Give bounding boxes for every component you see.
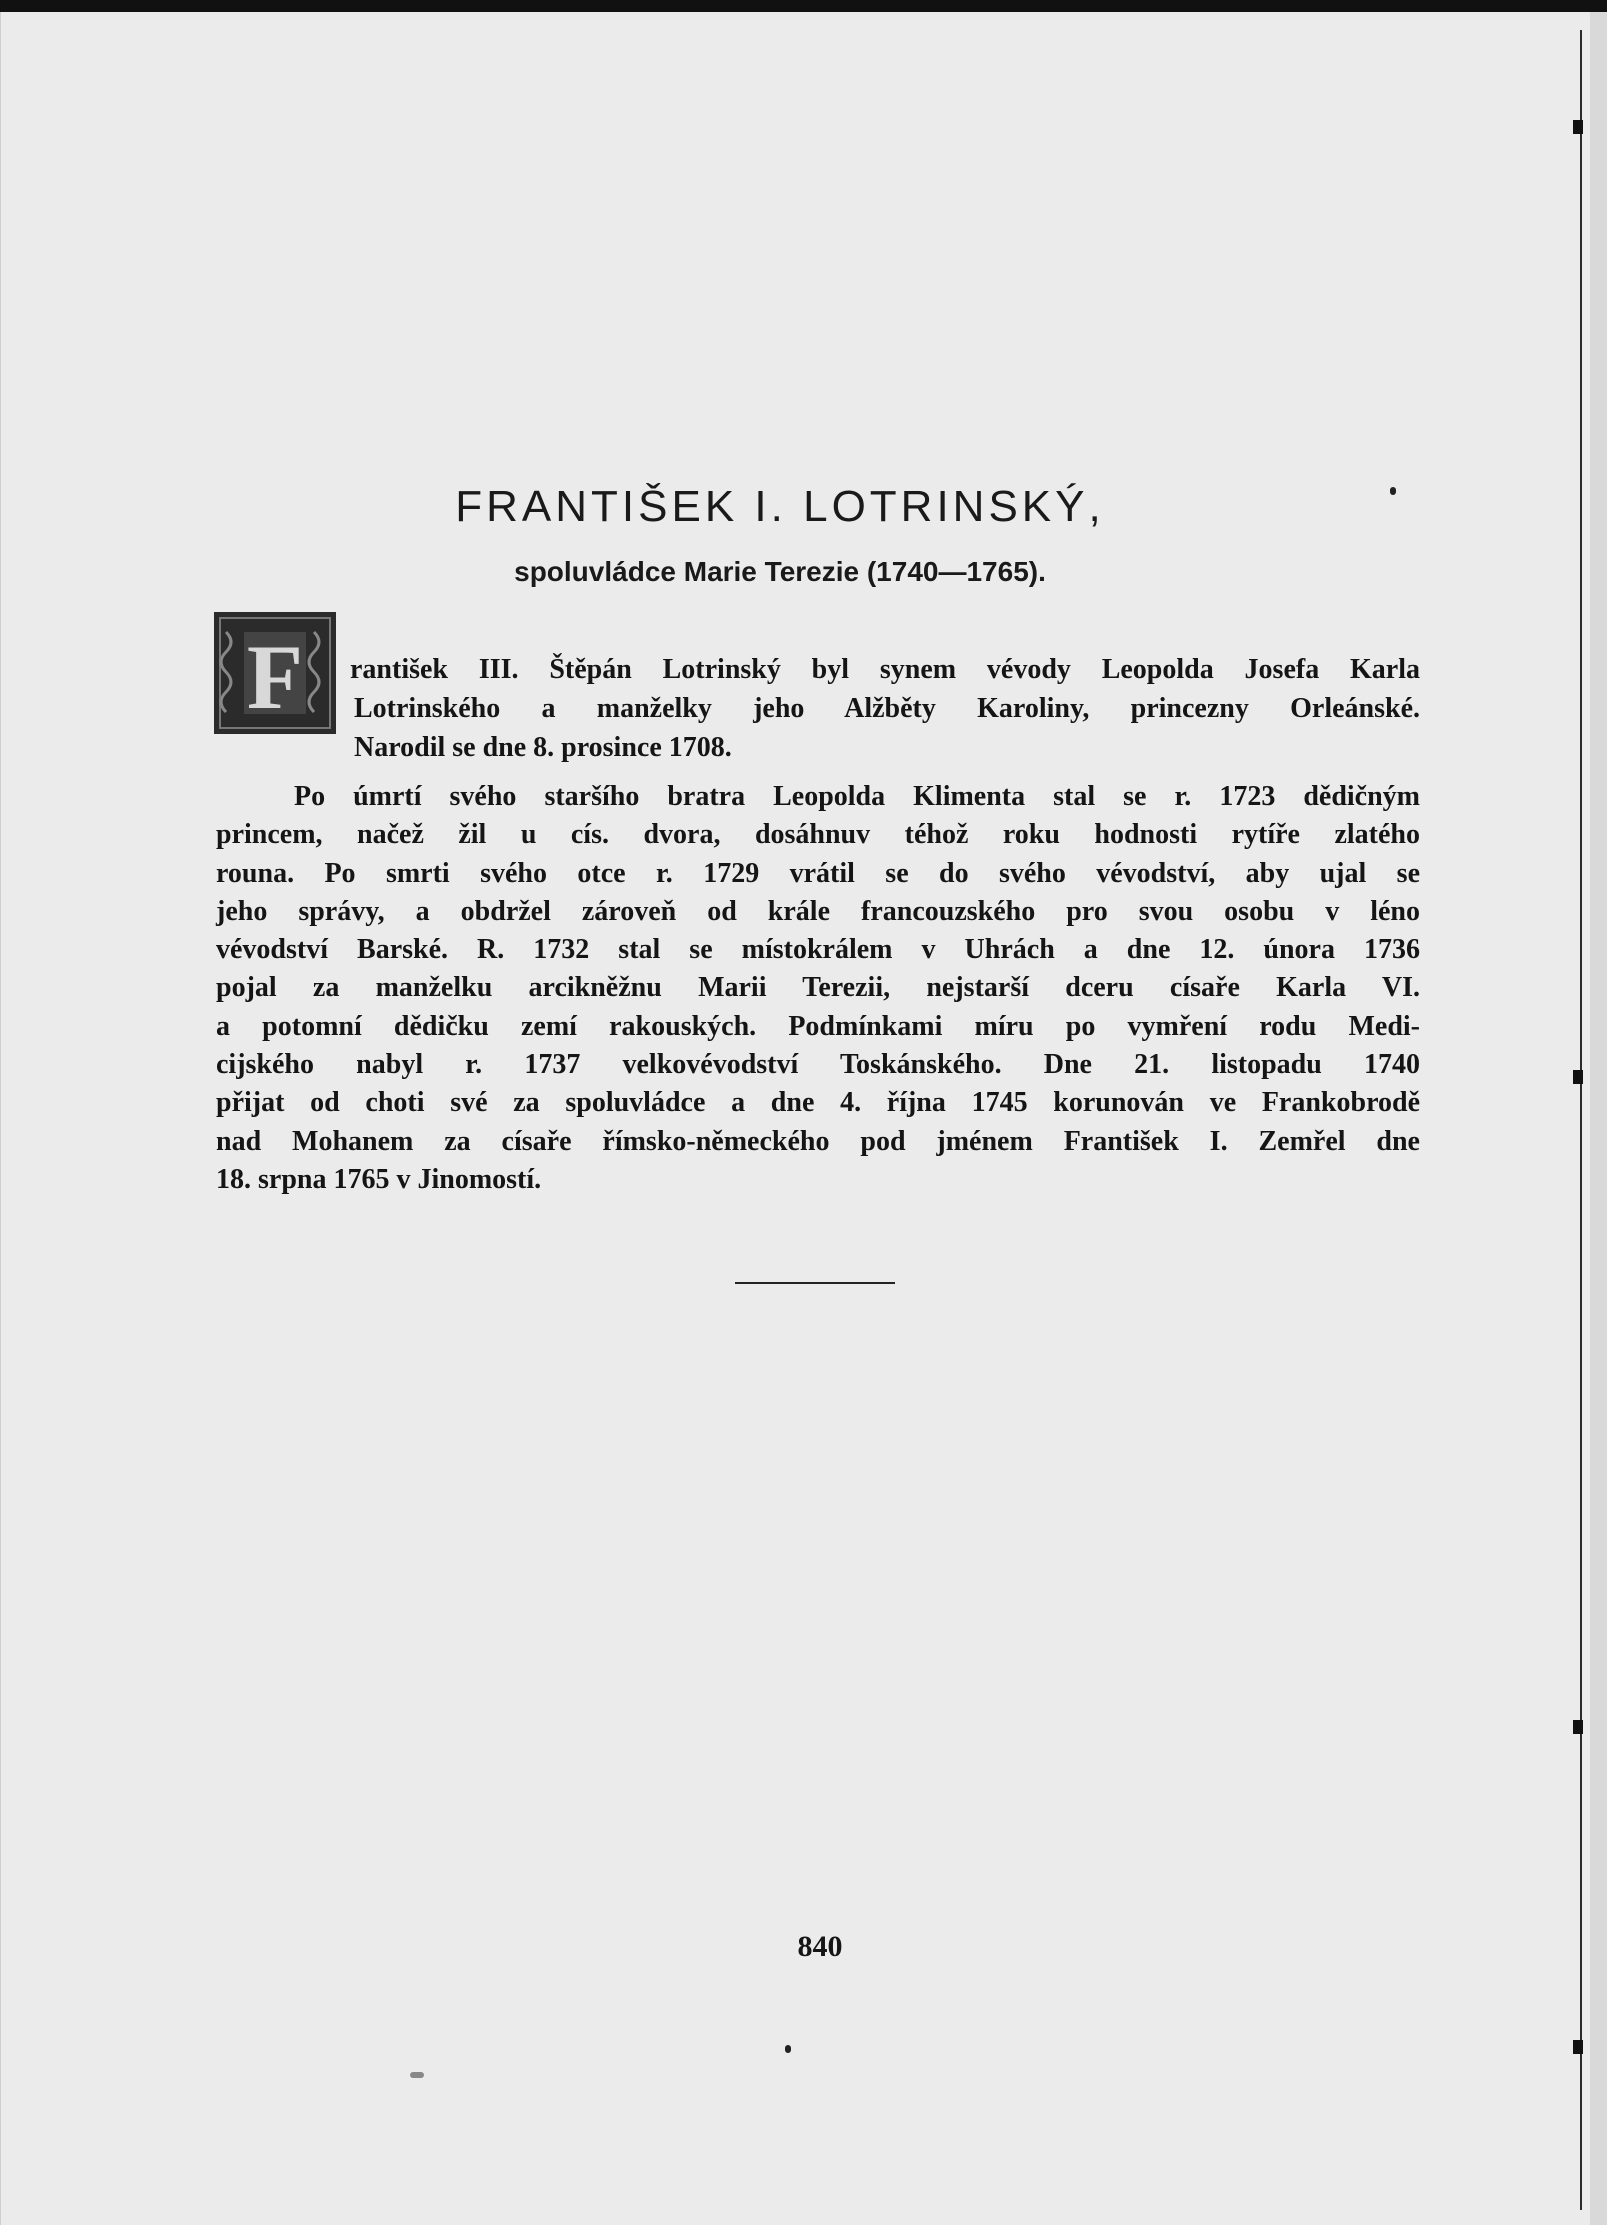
section-divider	[735, 1282, 895, 1284]
paragraph-line: přijat od choti své za spoluvládce a dne 4. října 1745 korunován ve Frankobrodě	[216, 1087, 1420, 1119]
body-paragraph	[216, 778, 1420, 1199]
paragraph-line: a potomní dědičku zemí rakouských. Podmínkami míru po vymření rodu Medi-	[216, 1010, 1420, 1042]
intro-line: Lotrinského a manželky jeho Alžběty Karoliny, princezny Orleánské.	[354, 693, 1420, 724]
edge-mark	[1573, 1070, 1583, 1084]
paragraph-line: 18. srpna 1765 v Jinomostí.	[216, 1163, 542, 1195]
paragraph-line: princem, načež žil u cís. dvora, dosáhnuv téhož roku hodnosti rytíře zlatého	[216, 819, 1420, 851]
binding-line	[1580, 30, 1582, 2210]
edge-mark	[1573, 2040, 1583, 2054]
intro-line: rantišek III. Štěpán Lotrinský byl synem vévody Leopolda Josefa Karla	[350, 654, 1420, 685]
paragraph-line: jeho správy, a obdržel zároveň od krále francouzského pro svou osobu v léno	[216, 895, 1420, 927]
paragraph-line: Po úmrtí svého staršího bratra Leopolda Klimenta stal se r. 1723 dědičným	[294, 781, 1420, 812]
edge-mark	[1573, 1720, 1583, 1734]
page-number: 840	[797, 1930, 843, 1963]
decorative-initial-letter	[214, 612, 336, 734]
paragraph-line: cijského nabyl r. 1737 velkovévodství Toskánského. Dne 21. listopadu 1740	[216, 1049, 1420, 1081]
paragraph-line: pojal za manželku arcikněžnu Marii Terezii, nejstarší dceru císaře Karla VI.	[216, 972, 1420, 1004]
speck	[785, 2045, 791, 2053]
dropcap-letter: F	[246, 626, 304, 728]
chapter-title: FRANTIŠEK I. LOTRINSKÝ,	[455, 482, 1105, 531]
intro-paragraph	[350, 650, 1420, 767]
paragraph-line: vévodství Barské. R. 1732 stal se místokrálem v Uhrách a dne 12. února 1736	[216, 934, 1420, 966]
intro-line: Narodil se dne 8. prosince 1708.	[354, 732, 732, 763]
page-edge	[1590, 12, 1607, 2225]
chapter-subtitle: spoluvládce Marie Terezie (1740—1765).	[514, 556, 1046, 587]
speck	[1390, 487, 1396, 495]
paragraph-line: nad Mohanem za císaře římsko-německého pod jménem František I. Zemřel dne	[216, 1125, 1420, 1157]
edge-mark	[1573, 120, 1583, 134]
paragraph-line: rouna. Po smrti svého otce r. 1729 vrátil se do svého vévodství, aby ujal se	[216, 857, 1420, 889]
speck	[410, 2072, 424, 2078]
